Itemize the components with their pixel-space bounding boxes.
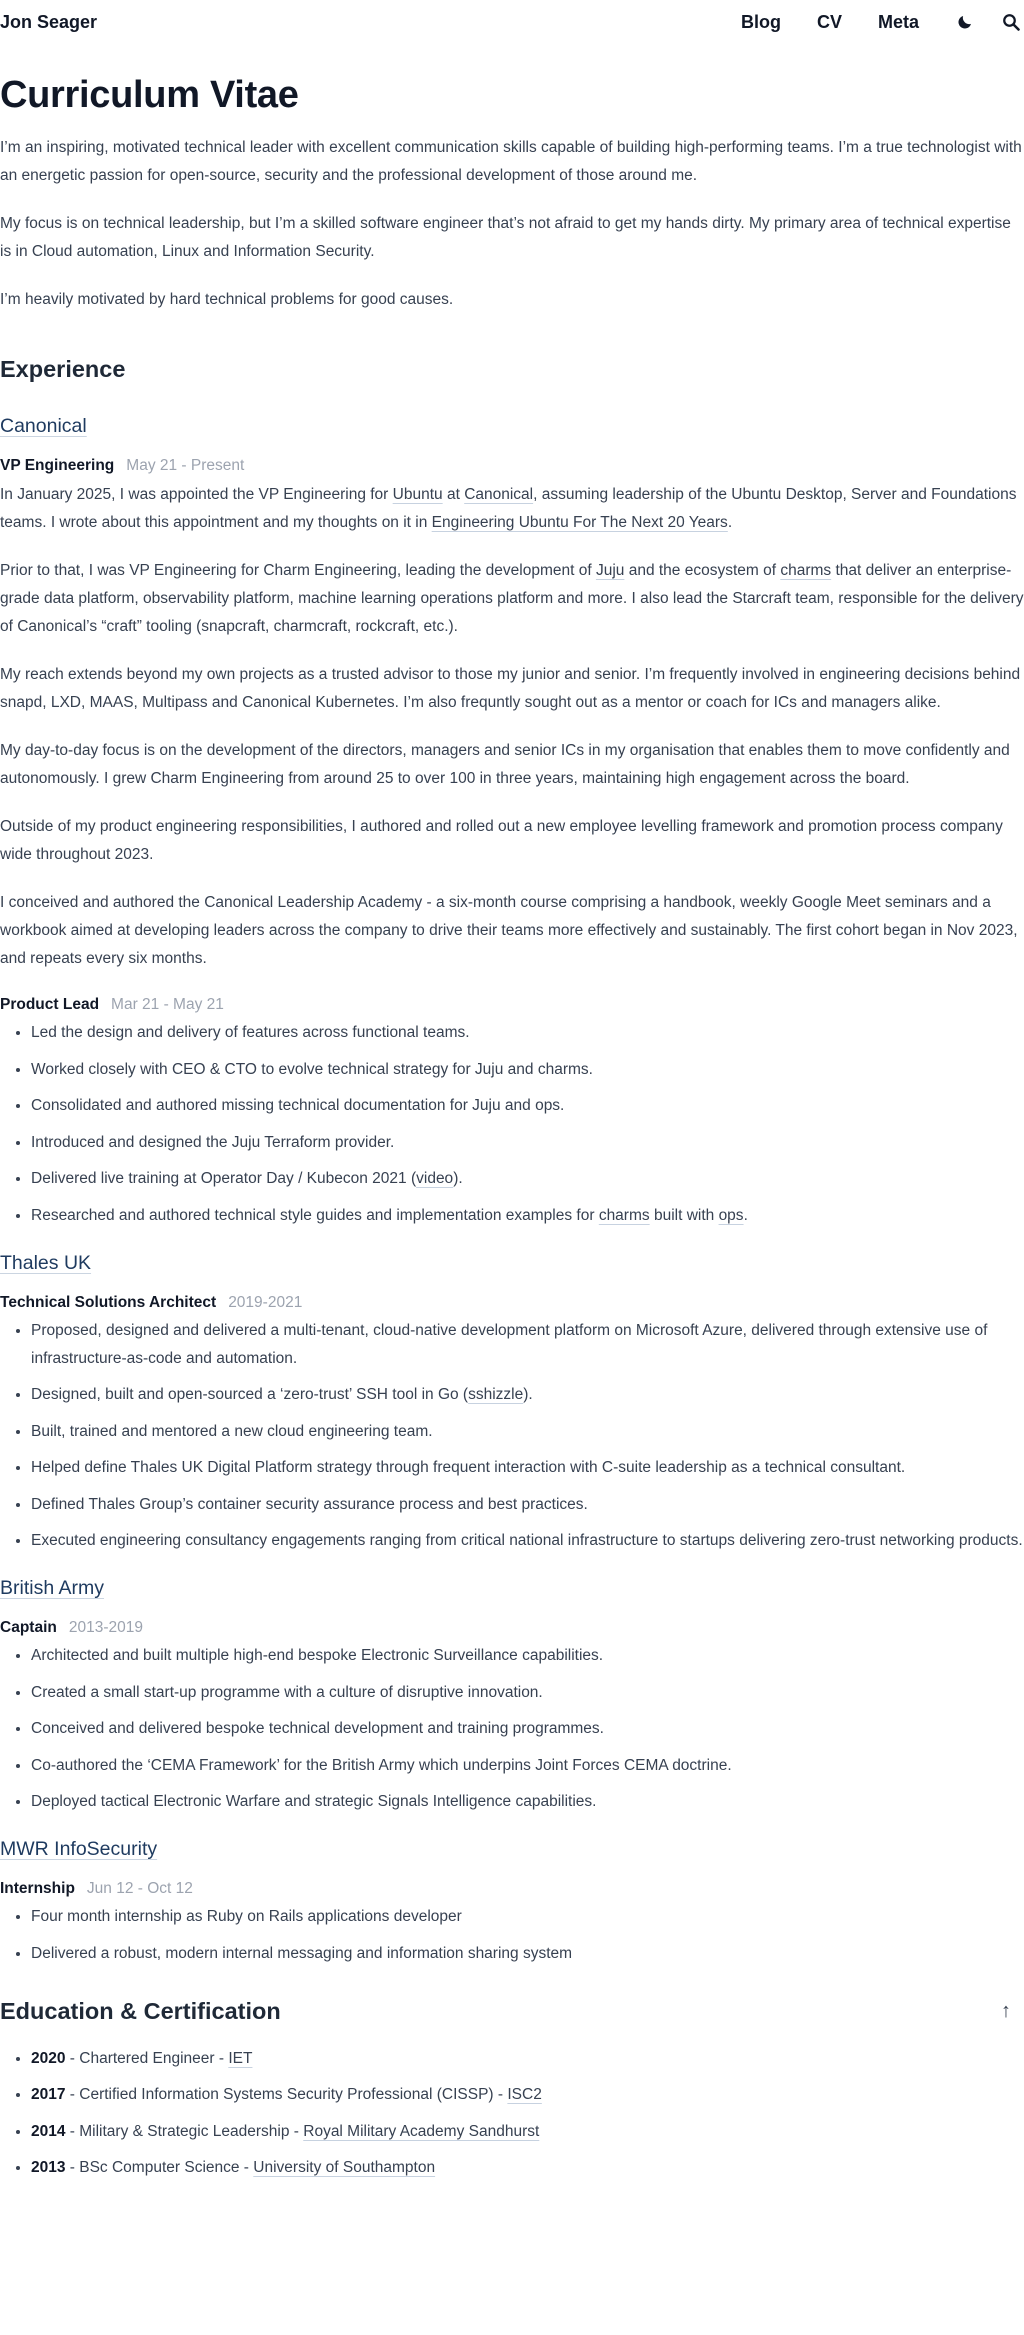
link-charms[interactable]: charms [780, 562, 832, 579]
role-paragraph: My reach extends beyond my own projects as a trusted advisor to those my junior and senior. I’m frequently involved in engineering decisions behind snapd, LXD, MAAS, Multipass and Canonical Kubernetes. I’m also frequntly sought out as a mentor or coach for ICs and managers alike. [0, 666, 1021, 711]
year: 2013 [31, 2159, 66, 2176]
search-button[interactable] [999, 10, 1023, 34]
list-item [31, 2045, 1024, 2073]
link-sshizzle[interactable]: sshizzle [468, 1386, 524, 1403]
year: 2020 [31, 2049, 66, 2067]
link-university-of-southampton[interactable]: University of Southampton [253, 2159, 436, 2176]
role-header [0, 996, 1024, 1014]
search-icon [1002, 13, 1020, 31]
role-dates: May 21 - Present [126, 457, 245, 474]
list-item [31, 2118, 1024, 2146]
site-title-link[interactable]: Jon Seager [0, 11, 98, 32]
text: - BSc Computer Science - [65, 2159, 254, 2176]
list-item: • Deployed tactical Electronic Warfare and strategic Signals Intelligence capabilities. [31, 1788, 1024, 1816]
list-item: • Architected and built multiple high-end bespoke Electronic Surveillance capabilities. [31, 1642, 1024, 1670]
link-ops[interactable]: ops [718, 1206, 744, 1224]
text: . [727, 514, 733, 531]
role-header [0, 1619, 1024, 1637]
intro-paragraph: My focus is on technical leadership, but I’m a skilled software engineer that’s not afraid to get my hands dirty. My primary area of technical expertise is in Cloud automation, Linux and Information Security. [0, 215, 1011, 260]
company-british-army[interactable]: British Army [0, 1577, 105, 1599]
text: and the ecosystem of [624, 562, 781, 579]
role-paragraph [0, 481, 1024, 537]
role-dates: Jun 12 - Oct 12 [86, 1880, 193, 1897]
link-video[interactable]: video [416, 1170, 454, 1187]
list-item: • Built, trained and mentored a new cloud engineering team. [31, 1418, 1024, 1446]
role-bullets [0, 1903, 1024, 1968]
nav-link-meta[interactable]: Meta [877, 11, 919, 32]
text: , assuming leadership of the Ubuntu Desktop, Server and Foundations teams. I wrote about this appointment and my thoughts on it in [0, 486, 1017, 531]
role-dates: 2013-2019 [68, 1619, 143, 1636]
list-item: • Defined Thales Group’s container security assurance process and best practices. [31, 1491, 1024, 1519]
role-title: Technical Solutions Architect [0, 1293, 217, 1311]
year: 2014 [31, 2122, 66, 2140]
role-bullets [0, 1019, 1024, 1230]
role-paragraph: I conceived and authored the Canonical Leadership Academy - a six-month course comprising a handbook, weekly Google Meet seminars and a workbook aimed at developing leaders across the company to drive their teams more effectively and sustainably. The first cohort began in Nov 2023, and repeats every six months. [0, 894, 1018, 967]
list-item: • Conceived and delivered bespoke technical development and training programmes. [31, 1715, 1024, 1743]
list-item: • Delivered a robust, modern internal messaging and information sharing system [31, 1940, 1024, 1968]
text: - Military & Strategic Leadership - [65, 2122, 304, 2140]
list-item: • Introduced and designed the Juju Terraform provider. [31, 1129, 1024, 1157]
page-title: Curriculum Vitae [0, 74, 299, 116]
text: Delivered live training at Operator Day / Kubecon 2021 ( [31, 1170, 417, 1187]
link-ubuntu[interactable]: Ubuntu [392, 486, 443, 503]
education-heading: Education & Certification [0, 1997, 281, 2024]
role-paragraph: Outside of my product engineering responsibilities, I authored and rolled out a new employee levelling framework and promotion process company wide throughout 2023. [0, 818, 1003, 863]
role-bullets [0, 1642, 1024, 1816]
list-item: • Executed engineering consultancy engagements ranging from critical national infrastructure to startups delivering zero-trust networking products. [31, 1527, 1024, 1555]
moon-icon [956, 13, 974, 31]
list-item [31, 1165, 1024, 1193]
education-list [0, 2045, 1024, 2183]
list-item [31, 2081, 1024, 2109]
text: ). [523, 1386, 533, 1403]
list-item: • Worked closely with CEO & CTO to evolve technical strategy for Juju and charms. [31, 1056, 1024, 1084]
link-isc2[interactable]: ISC2 [507, 2086, 542, 2103]
text: built with [649, 1206, 719, 1224]
text: ). [453, 1170, 463, 1187]
intro-paragraph: I’m an inspiring, motivated technical leader with excellent communication skills capable of building high-performing teams. I’m a true technologist with an energetic passion for open-source, security and the professional development of those around me. [0, 139, 1022, 184]
role-header [0, 457, 1024, 475]
role-header [0, 1880, 1024, 1898]
role-title: Internship [0, 1880, 75, 1897]
role-dates: 2019-2021 [228, 1293, 303, 1311]
role-header [0, 1294, 1024, 1312]
link-sandhurst[interactable]: Royal Military Academy Sandhurst [303, 2122, 540, 2140]
list-item: • Co-authored the ‘CEMA Framework’ for the British Army which underpins Joint Forces CEMA doctrine. [31, 1752, 1024, 1780]
link-charms[interactable]: charms [598, 1206, 650, 1224]
list-item [31, 1202, 1024, 1230]
company-thales[interactable]: Thales UK [0, 1251, 92, 1274]
role-paragraph: My day-to-day focus is on the development of the directors, managers and senior ICs in my organisation that enables them to move confidently and autonomously. I grew Charm Engineering from around 25 to over 100 in three years, maintaining high engagement across the board. [0, 742, 1010, 787]
role-bullets [0, 1317, 1024, 1556]
text: . [743, 1206, 748, 1224]
text: - Chartered Engineer - [65, 2049, 229, 2067]
company-canonical[interactable]: Canonical [0, 415, 87, 437]
education-header [0, 1998, 1024, 2025]
main-nav [705, 10, 1024, 34]
year: 2017 [31, 2086, 66, 2103]
text: at [442, 486, 465, 503]
nav-link-cv[interactable]: CV [816, 11, 842, 32]
role-title: VP Engineering [0, 457, 115, 474]
text: that deliver an enterprise-grade data platform, observability platform, machine learning operations platform and more. I also lead the Starcraft team, responsible for the delivery of Canonical’s “craft” tooling (snapcraft, charmcraft, rockcraft, etc.). [0, 562, 1024, 635]
list-item: • Consolidated and authored missing technical documentation for Juju and ops. [31, 1092, 1024, 1120]
link-iet[interactable]: IET [228, 2049, 253, 2067]
list-item: • Helped define Thales UK Digital Platform strategy through frequent interaction with C-suite leadership as a technical consultant. [31, 1454, 1024, 1482]
role-dates: Mar 21 - May 21 [111, 996, 224, 1013]
text: Designed, built and open-sourced a ‘zero-trust’ SSH tool in Go ( [31, 1386, 469, 1403]
text: - Certified Information Systems Security Professional (CISSP) - [65, 2086, 508, 2103]
theme-toggle-button[interactable] [953, 10, 977, 34]
role-title: Captain [0, 1619, 57, 1636]
text: Prior to that, I was VP Engineering for Charm Engineering, leading the development of [0, 562, 596, 579]
list-item: • Four month internship as Ruby on Rails applications developer [31, 1903, 1024, 1931]
list-item [31, 1381, 1024, 1409]
list-item: • Led the design and delivery of features across functional teams. [31, 1019, 1024, 1047]
scroll-to-top-button[interactable]: ↑ [1001, 1999, 1011, 2022]
link-canonical[interactable]: Canonical [464, 486, 534, 503]
role-paragraph [0, 557, 1024, 641]
list-item: • Created a small start-up programme with a culture of disruptive innovation. [31, 1679, 1024, 1707]
link-juju[interactable]: Juju [595, 562, 625, 579]
text: In January 2025, I was appointed the VP Engineering for [0, 486, 393, 503]
company-mwr-infosecurity[interactable]: MWR InfoSecurity [0, 1838, 158, 1860]
list-item [31, 2154, 1024, 2182]
site-header [0, 0, 1024, 44]
nav-link-blog[interactable]: Blog [740, 11, 781, 32]
list-item: • Proposed, designed and delivered a multi-tenant, cloud-native development platform on Microsoft Azure, delivered through extensive use of infrastructure-as-code and automation. [31, 1317, 1024, 1373]
role-title: Product Lead [0, 996, 100, 1013]
link-engineering-ubuntu-article[interactable]: Engineering Ubuntu For The Next 20 Years [431, 514, 728, 531]
intro-paragraph: I’m heavily motivated by hard technical problems for good causes. [0, 291, 454, 308]
experience-heading: Experience [0, 356, 126, 382]
text: Researched and authored technical style guides and implementation examples for [31, 1206, 599, 1224]
